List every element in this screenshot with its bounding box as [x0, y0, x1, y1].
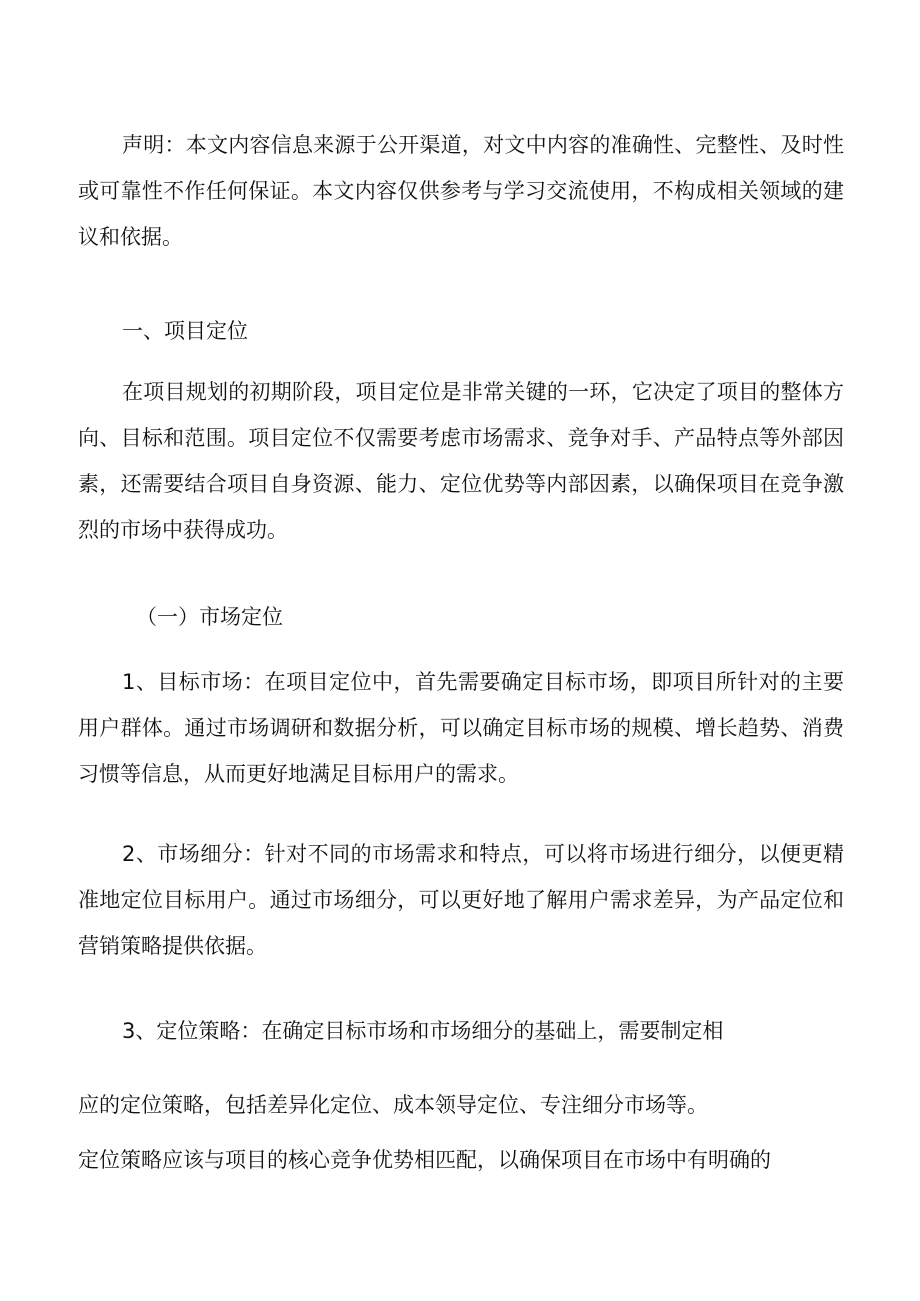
list-item-market-segmentation: 2、市场细分：针对不同的市场需求和特点，可以将市场进行细分，以便更精准地定位目标用户。通过市场细分，可以更好地了解用户需求差异，为产品定位和营销策略提供依据。: [78, 842, 844, 958]
section-heading-project-positioning: 一、项目定位: [122, 319, 248, 343]
disclaimer-paragraph: 声明：本文内容信息来源于公开渠道，对文中内容的准确性、完整性、及时性或可靠性不作任何保证。本文内容仅供参考与学习交流使用，不构成相关领域的建议和依据。: [78, 133, 844, 249]
section-intro-paragraph: 在项目规划的初期阶段，项目定位是非常关键的一环，它决定了项目的整体方向、目标和范围。项目定位不仅需要考虑市场需求、竞争对手、产品特点等外部因素，还需要结合项目自身资源、能力、定位优势等内部因素，以确保项目在竞争激烈的市场中获得成功。: [78, 380, 844, 542]
list-item-positioning-strategy-line-2: 应的定位策略，包括差异化定位、成本领导定位、专注细分市场等。: [78, 1093, 708, 1117]
subsection-heading-market-positioning: （一）市场定位: [136, 605, 283, 629]
list-item-target-market: 1、目标市场：在项目定位中，首先需要确定目标市场，即项目所针对的主要用户群体。通过市场调研和数据分析，可以确定目标市场的规模、增长趋势、消费习惯等信息，从而更好地满足目标用户的需求。: [78, 670, 844, 786]
list-item-positioning-strategy-line-3: 定位策略应该与项目的核心竞争优势相匹配，以确保项目在市场中有明确的: [78, 1148, 771, 1172]
list-item-positioning-strategy-line-1: 3、定位策略：在确定目标市场和市场细分的基础上，需要制定相: [122, 1019, 724, 1043]
